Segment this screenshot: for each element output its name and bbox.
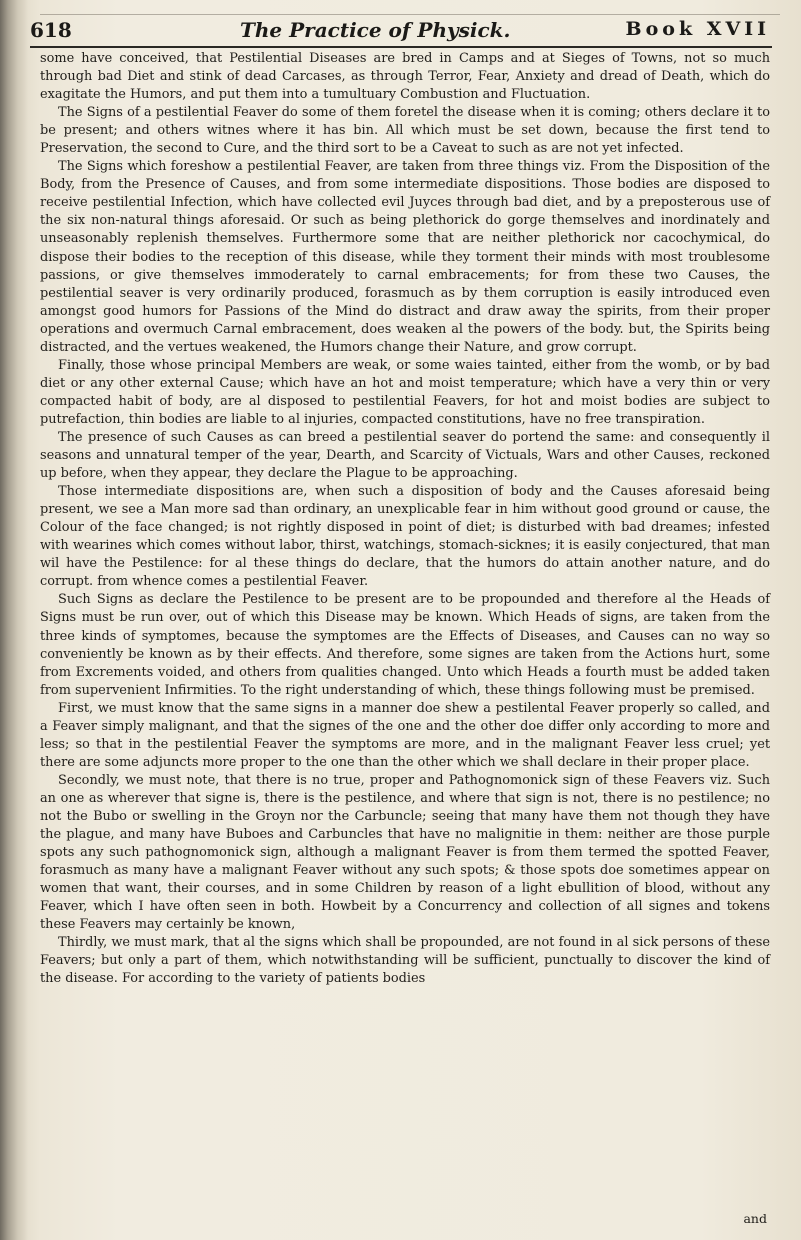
body-text: [40, 50, 770, 1232]
paragraph: some have conceived, that Pestilential Diseases are bred in Camps and at Sieges of Towns, not so much through bad Diet and stink of dead Carcases, as through Terror, Fear, Anxiety and dread of Death, which do exagitate the Humors, and put them into a tumultuary Combustion and Fluctuation.: [40, 51, 770, 103]
paragraph: Thirdly, we must mark, that al the signs which shall be propounded, are not found in al sick persons of these Feavers; but only a part of them, which notwithstanding will be sufficient, punctually to discover the kind of the disease. For according to the variety of patients bodies: [40, 935, 770, 987]
running-title: The Practice of Physick.: [240, 18, 511, 42]
paragraph: Those intermediate dispositions are, when such a disposition of body and the Causes aforesaid being present, we see a Man more sad than ordinary, an unexplicable fear in him without good ground or cause, the Colour of the face changed; is not rightly disposed in point of diet; is disturbed with bad dreames; infested with wearines which comes without labor, thirst, watchings, stomach-sicknes; it is easily conjectured, that man wil have the Pestilence: for al these things do declare, that the humors do attain another nature, and do corrupt. from whence comes a pestilential Feaver.: [40, 484, 770, 590]
paragraph: The Signs which foreshow a pestilential Feaver, are taken from three things viz. From the Disposition of the Body, from the Presence of Causes, and from some intermediate dispositions. Those bodies are disposed to receive pestilential Infection, which have collected evil Juyces through bad diet, and by a preposterous use of the six non-natural things aforesaid. Or such as being plethorick do gorge themselves and inordinately and unseasonably replenish themselves. Furthermore some that are neither plethorick nor cacochymical, do dispose their bodies to the reception of this disease, while they torment their minds with most troublesome passions, or give themselves immoderately to carnal embracements; for from these two Causes, the pestilential seaver is very ordinarily produced, forasmuch as by them corruption is easily introduced even amongst good humors for Passions of the Mind do distract and draw away the spirits, from their proper operations and overmuch Carnal embracement, does weaken al the powers of the body. but, the Spirits being distracted, and the vertues weakened, the Humors change their Nature, and grow corrupt.: [40, 159, 770, 355]
page-number: 618: [30, 18, 72, 42]
paragraph: Such Signs as declare the Pestilence to be present are to be propounded and therefore al the Heads of Signs must be run over, out of which this Disease may be known. Which Heads of signs, are taken from the three kinds of symptomes, because the symptomes are the Effects of Diseases, and Causes can no way so conveniently be known as by their effects. And therefore, some signes are taken from the Actions hurt, some from Excrements voided, and others from qualities changed. Unto which Heads a fourth must be added taken from supervenient Infirmities. To the right understanding of which, these things following must be premised.: [40, 592, 770, 698]
paragraph: Secondly, we must note, that there is no true, proper and Pathognomonick sign of these Feavers viz. Such an one as wherever that signe is, there is the pestilence, and where that sign is not, there is no pestilence; no not the Bubo or swelling in the Groyn nor the Carbuncle; seeing that many have them not though they have the plague, and many have Buboes and Carbuncles that have no malignitie in them: neither are those purple spots any such pathognomonick sign, although a malignant Feaver is from them termed the spotted Feaver, forasmuch as many have a malignant Feaver without any such spots; & those spots doe sometimes appear on women that want, their courses, and in some Children by reason of a light ebullition of blood, without any Feaver, which I have often seen in both. Howbeit by a Concurrency and collection of all signes and tokens these Feavers may certainly be known,: [40, 772, 770, 933]
binding-shadow: [0, 0, 28, 1240]
top-edge-line: [40, 14, 780, 15]
paragraph: The presence of such Causes as can breed a pestilential seaver do portend the same: and consequently il seasons and unnatural temper of the year, Dearth, and Scarcity of Victuals, Wars and other Causes, reckoned up before, when they appear, they declare the Plague to be approaching.: [40, 429, 770, 482]
header-rule: [30, 46, 772, 48]
book-label: Book XVII: [625, 18, 770, 40]
catchword: and: [743, 1211, 767, 1226]
paragraph: First, we must know that the same signs in a manner doe shew a pestilental Feaver properly so called, and a Feaver simply malignant, and that the signes of the one and the other doe differ only according to more and less; so that in the pestilential Feaver the symptoms are more, and in the malignant Feaver less cruel; yet there are some adjuncts more proper to the one than the other which we shall declare in their proper place.: [40, 700, 770, 770]
paragraph: The Signs of a pestilential Feaver do some of them foretel the disease when it is coming; others declare it to be present; and others witnes where it has bin. All which must be set down, because the first tend to Preservation, the second to Cure, and the third sort to be a Caveat to such as are not yet infected.: [40, 105, 770, 157]
paragraph: Finally, those whose principal Members are weak, or some waies tainted, either from the womb, or by bad diet or any other external Cause; which have an hot and moist temperature; which have a very thin or very compacted habit of body, are al disposed to pestilential Feavers, for hot and moist bodies are subject to putrefaction, thin bodies are liable to al injuries, compacted constitutions, have no free transpiration.: [40, 357, 770, 427]
